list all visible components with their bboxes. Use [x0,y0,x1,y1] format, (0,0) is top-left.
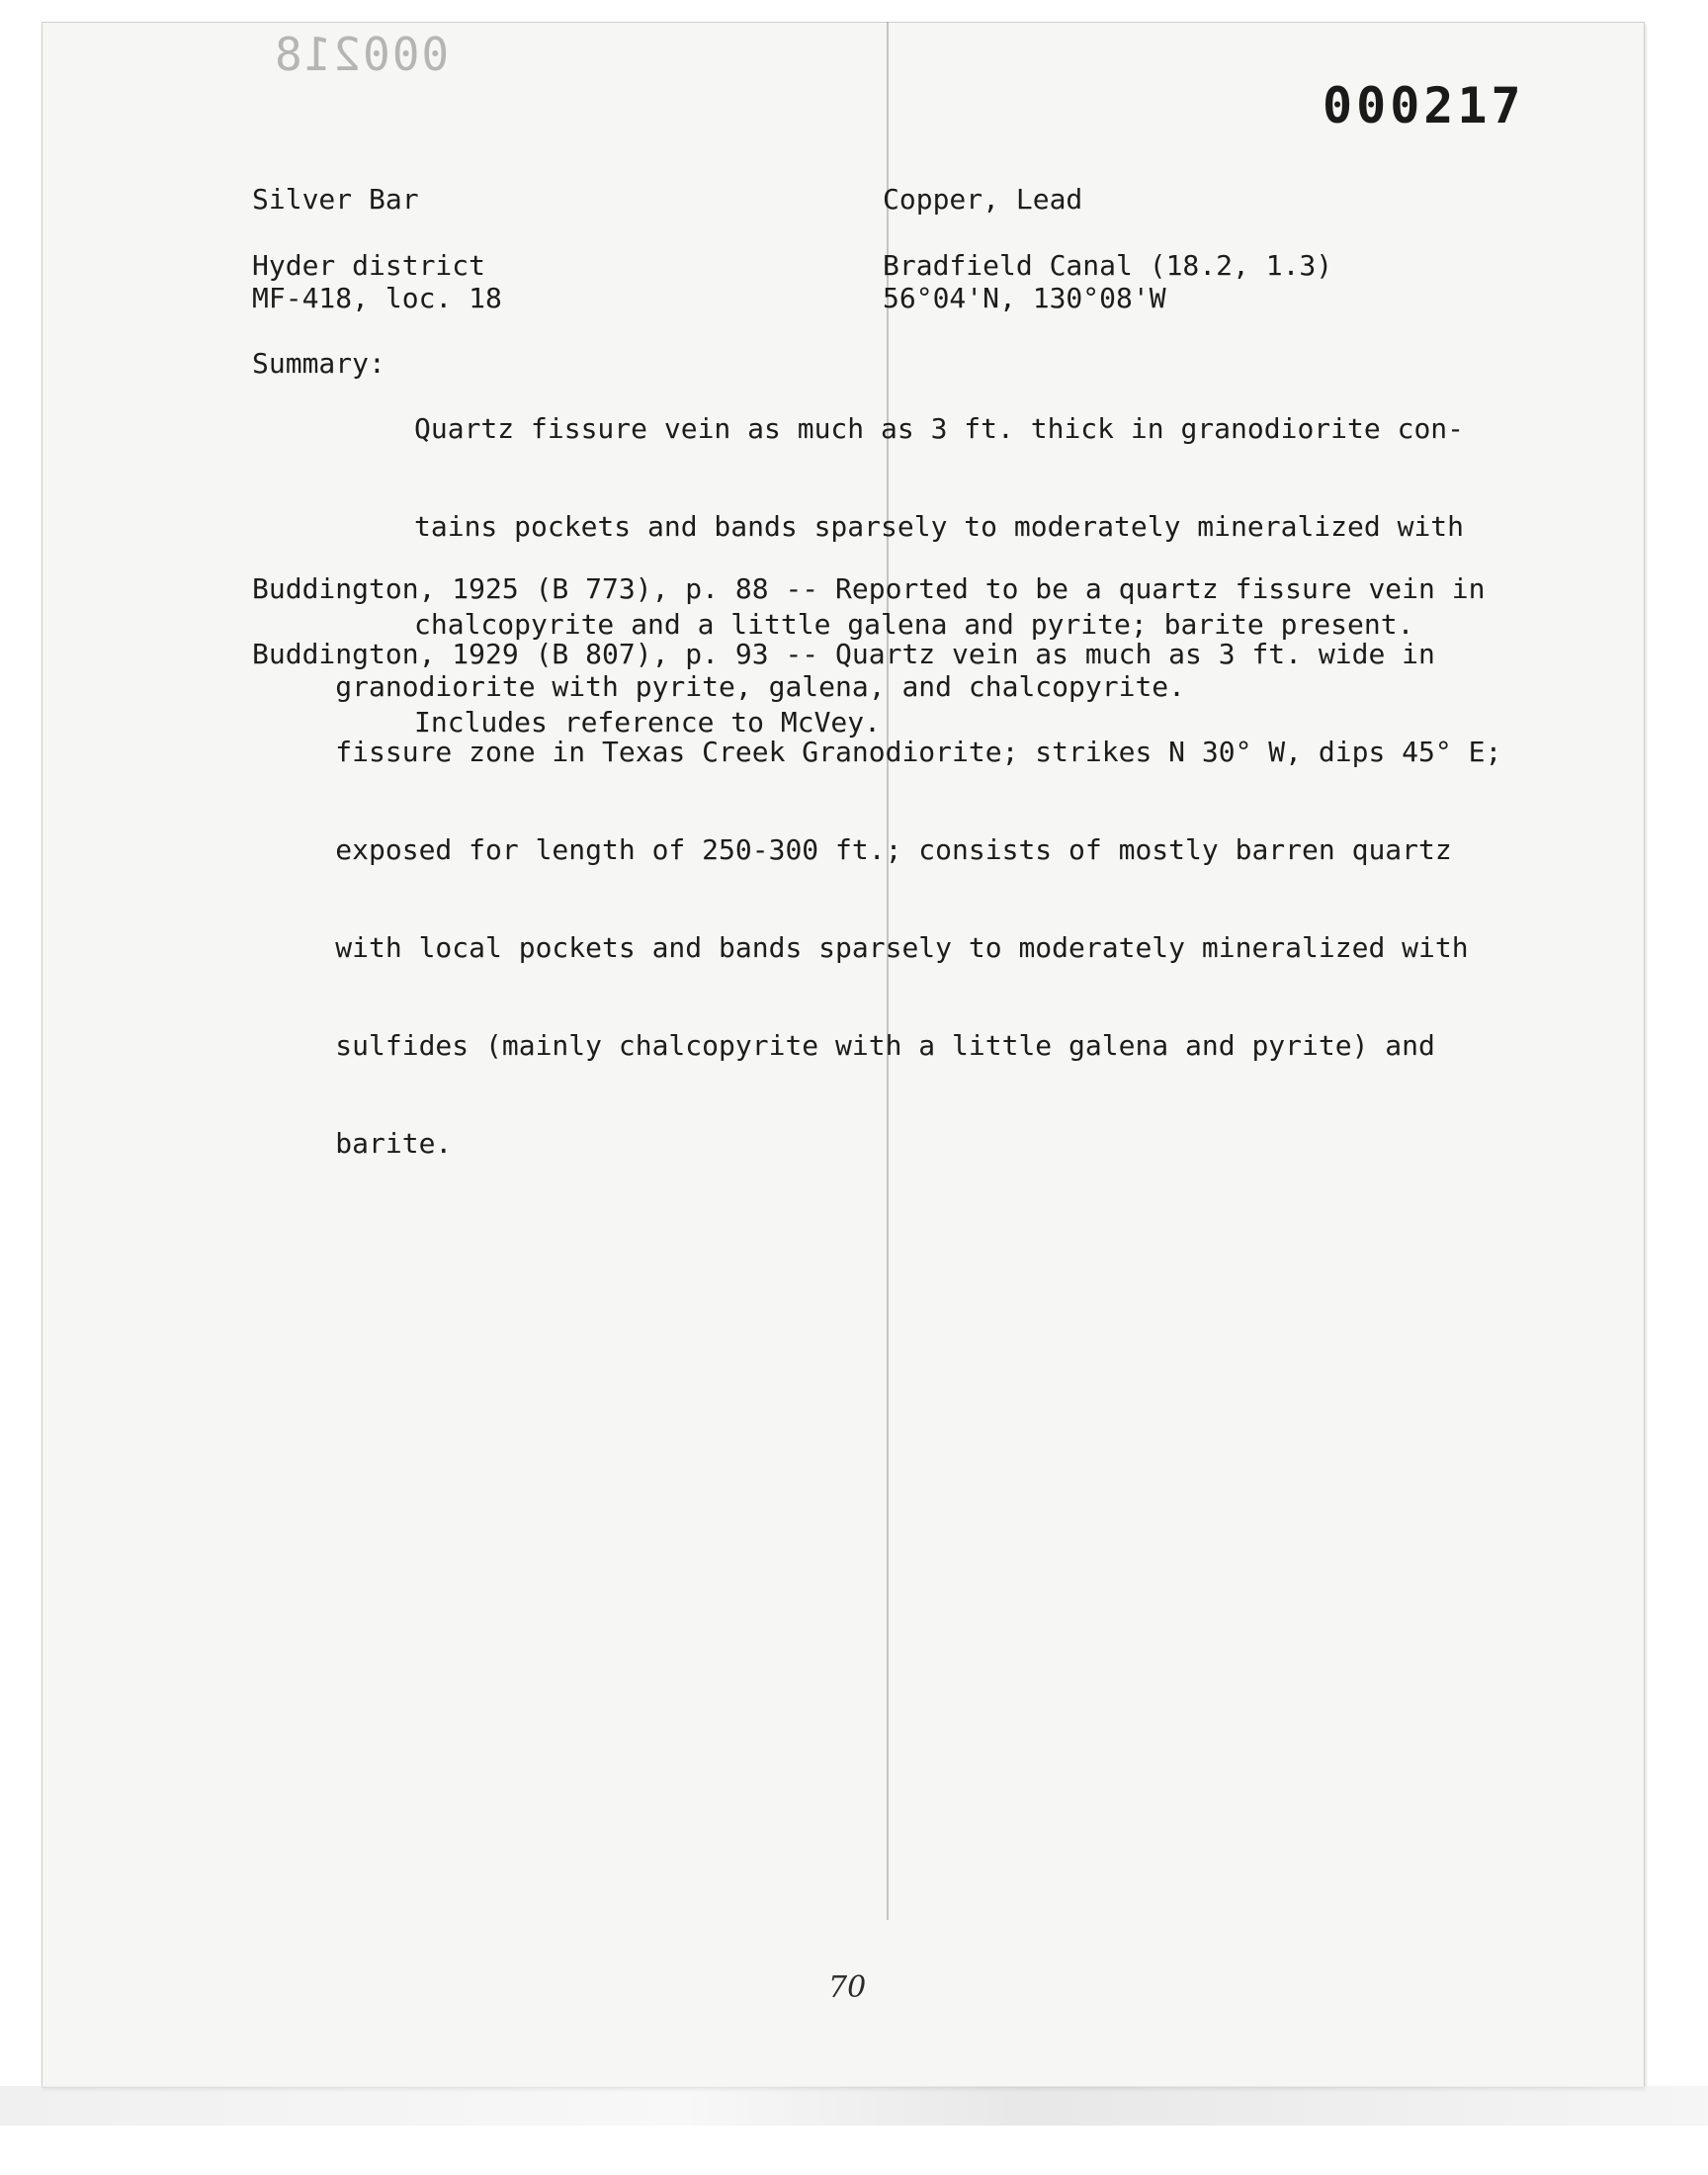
coordinates: 56°04'N, 130°08'W [883,282,1166,314]
deposit-name: Silver Bar [252,183,419,216]
district: Hyder district [252,249,486,282]
summary-label: Summary: [252,347,385,380]
reference-line: Buddington, 1929 (B 807), p. 93 -- Quartz vein as much as 3 ft. wide in [252,638,1435,670]
quadrangle: Bradfield Canal (18.2, 1.3) [883,249,1333,282]
commodities: Copper, Lead [883,183,1083,216]
summary-line: Includes reference to McVey. [414,706,882,739]
reference-line: exposed for length of 250-300 ft.; consists of mostly barren quartz [252,833,1452,866]
summary-line: chalcopyrite and a little galena and pyrite; barite present. [414,608,1414,641]
scan-edge [0,2086,1708,2126]
reference-line: Buddington, 1925 (B 773), p. 88 -- Reported to be a quartz fissure vein in [252,572,1486,605]
map-reference: MF-418, loc. 18 [252,282,502,314]
bleed-through-number: 000218 [273,28,450,81]
reference-line: fissure zone in Texas Creek Granodiorite; strikes N 30° W, dips 45° E; [252,736,1502,768]
summary-line: tains pockets and bands sparsely to moderately mineralized with [414,510,1465,543]
reference-entry [252,572,1501,1192]
page-number: 70 [828,1970,867,2005]
reference-line: with local pockets and bands sparsely to moderately mineralized with [252,931,1469,964]
reference-line: sulfides (mainly chalcopyrite with a little galena and pyrite) and [252,1029,1435,1062]
reference-line: granodiorite with pyrite, galena, and chalcopyrite. [252,670,1186,703]
document-number-stamp: 000217 [1323,77,1525,134]
reference-line: barite. [252,1127,453,1160]
summary-line: Quartz fissure vein as much as 3 ft. thick in granodiorite con- [414,412,1465,445]
